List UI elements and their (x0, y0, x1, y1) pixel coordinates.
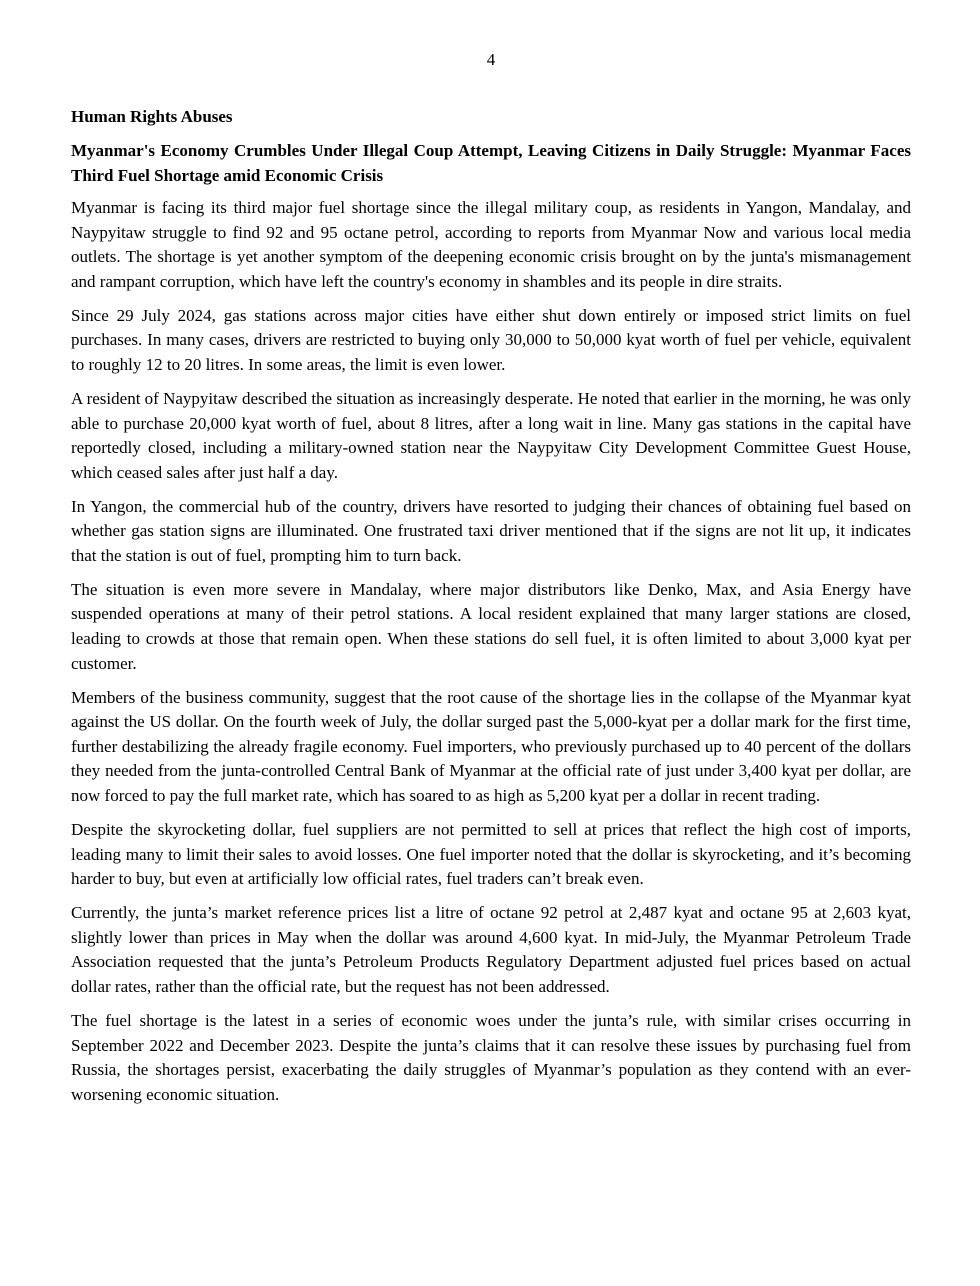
body-paragraph-9: The fuel shortage is the latest in a series of economic woes under the junta’s rule, with similar crises occurring in September 2022 and December 2023. Despite the junta’s claims that it can resolve these issues by purchasing fuel from Russia, the shortages persist, exacerbating the daily struggles of Myanmar’s population as they contend with an ever-worsening economic situation. (71, 1010, 911, 1104)
section-heading: Human Rights Abuses (71, 107, 233, 126)
article-title: Myanmar's Economy Crumbles Under Illegal Coup Attempt, Leaving Citizens in Daily Struggle: Myanmar Faces Third Fuel Shortage amid Economic Crisis (71, 141, 911, 185)
page-number: 4 (486, 50, 496, 69)
body-paragraph-8: Currently, the junta’s market reference prices list a litre of octane 92 petrol at 2,487 kyat and octane 95 at 2,603 kyat, slightly lower than prices in May when the dollar was around 4,600 kyat. In mid-July, the Myanmar Petroleum Trade Association requested that the junta’s Petroleum Products Regulatory Department adjusted fuel prices based on actual dollar rates, rather than the official rate, but the request has not been addressed. (71, 903, 911, 996)
body-paragraph-5: The situation is even more severe in Mandalay, where major distributors like Denko, Max, and Asia Energy have suspended operations at many of their petrol stations. A local resident explained that many larger stations are closed, leading to crowds at those that remain open. When these stations do sell fuel, it is often limited to about 3,000 kyat per customer. (71, 579, 911, 673)
body-paragraph-4: In Yangon, the commercial hub of the country, drivers have resorted to judging their chances of obtaining fuel based on whether gas station signs are illuminated. One frustrated taxi driver mentioned that if the signs are not lit up, it indicates that the station is out of fuel, prompting him to turn back. (71, 496, 911, 565)
body-paragraph-2: Since 29 July 2024, gas stations across major cities have either shut down entirely or imposed strict limits on fuel purchases. In many cases, drivers are restricted to buying only 30,000 to 50,000 kyat worth of fuel per vehicle, equivalent to roughly 12 to 20 litres. In some areas, the limit is even lower. (71, 305, 911, 374)
body-paragraph-1: Myanmar is facing its third major fuel shortage since the illegal military coup, as residents in Yangon, Mandalay, and Naypyitaw struggle to find 92 and 95 octane petrol, according to reports from Myanmar Now and various local media outlets. The shortage is yet another symptom of the deepening economic crisis brought on by the junta's mismanagement and rampant corruption, which have left the country's economy in shambles and its people in dire straits. (71, 198, 911, 291)
body-paragraph-7: Despite the skyrocketing dollar, fuel suppliers are not permitted to sell at prices that reflect the high cost of imports, leading many to limit their sales to avoid losses. One fuel importer noted that the dollar is skyrocketing, and it’s becoming harder to buy, but even at artificially low official rates, fuel traders can’t break even. (71, 820, 911, 889)
document-page (71, 50, 911, 1117)
body-paragraph-6: Members of the business community, suggest that the root cause of the shortage lies in the collapse of the Myanmar kyat against the US dollar. On the fourth week of July, the dollar surged past the 5,000-kyat per a dollar mark for the first time, further destabilizing the already fragile economy. Fuel importers, who previously purchased up to 40 percent of the dollars they needed from the junta-controlled Central Bank of Myanmar at the official rate of just under 3,400 kyat per dollar, are now forced to pay the full market rate, which has soared to as high as 5,200 kyat per a dollar in recent trading. (71, 687, 911, 806)
body-paragraph-3: A resident of Naypyitaw described the situation as increasingly desperate. He noted that earlier in the morning, he was only able to purchase 20,000 kyat worth of fuel, about 8 litres, after a long wait in line. Many gas stations in the capital have reportedly closed, including a military-owned station near the Naypyitaw City Development Committee Guest House, which ceased sales after just half a day. (71, 388, 911, 482)
